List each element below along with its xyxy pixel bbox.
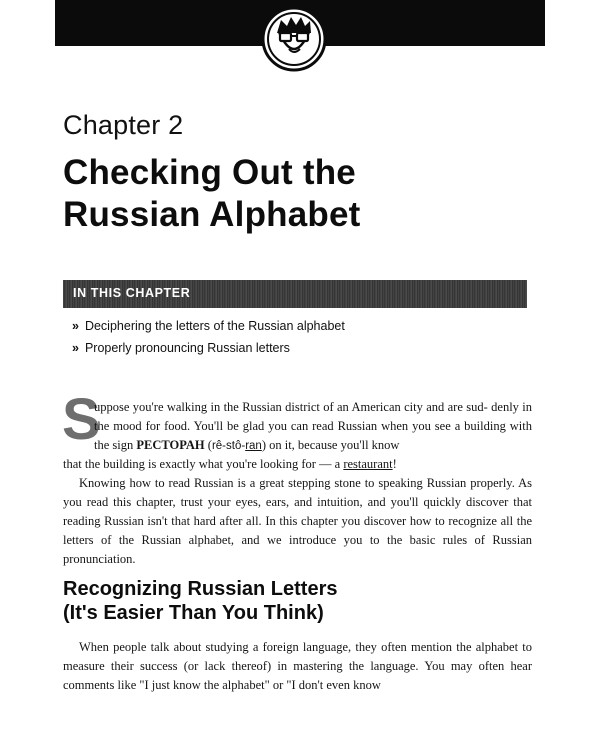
dummies-guy-icon (261, 6, 327, 72)
list-item (72, 340, 345, 362)
chapter-topics-list (72, 318, 345, 362)
in-this-chapter-label: IN THIS CHAPTER (73, 286, 191, 300)
section-heading (63, 577, 533, 625)
highlighted-word: restaurant (343, 457, 393, 471)
drop-cap: S (62, 387, 101, 452)
chapter-label: Chapter 2 (63, 110, 184, 140)
list-item-text: Deciphering the letters of the Russian alphabet (84, 319, 345, 333)
body-paragraph: Knowing how to read Russian is a great stepping stone to speaking Russian properly. As you read this chapter, trust your eyes, ears, and intuition, and you'll quickly discover that reading Russian isn't that hard after all. In this chapter you discover how to recognize all the letters of the Russian alphabet, and we introduce you to the basic rules of Russian pronunciation. (63, 476, 532, 566)
pronunciation: rê-stô- (211, 440, 246, 452)
text-fragment: ! (392, 457, 397, 471)
intro-paragraph-end (63, 455, 532, 474)
chapter-title-line: Russian Alphabet (63, 195, 361, 234)
russian-sign-word: PECTOPAH (136, 438, 205, 452)
in-this-chapter-bar (63, 280, 527, 308)
list-item-text: Properly pronouncing Russian letters (84, 341, 290, 355)
text-fragment: ( (204, 438, 212, 452)
intro-paragraph (94, 398, 532, 456)
text-fragment: that the building is exactly what you're looking for — a (63, 457, 344, 471)
bullet-mark: » (72, 319, 79, 333)
section-heading-line: (It's Easier Than You Think) (63, 602, 324, 624)
section-heading-line: Recognizing Russian Letters (63, 578, 338, 600)
text-line: a building with the sign (94, 419, 532, 452)
list-item (72, 318, 345, 340)
text-line: denly in the mood for food. You'll be glad you can read Russian when you see (94, 400, 533, 433)
chapter-title (63, 152, 533, 236)
chapter-title-line: Checking Out the (63, 153, 356, 192)
text-fragment: ) on it, because you'll know (261, 438, 400, 452)
stressed-syllable: ran (245, 440, 262, 452)
bullet-mark: » (72, 341, 79, 355)
text-line: uppose you're walking in the Russian district of an American city and are sud- (94, 400, 488, 414)
body-paragraph: When people talk about studying a foreign language, they often mention the alphabet to measure their success (or lack thereof) in mastering the language. You may often hear comments like "I just know the alphabet" or "I don't even know (63, 640, 532, 692)
